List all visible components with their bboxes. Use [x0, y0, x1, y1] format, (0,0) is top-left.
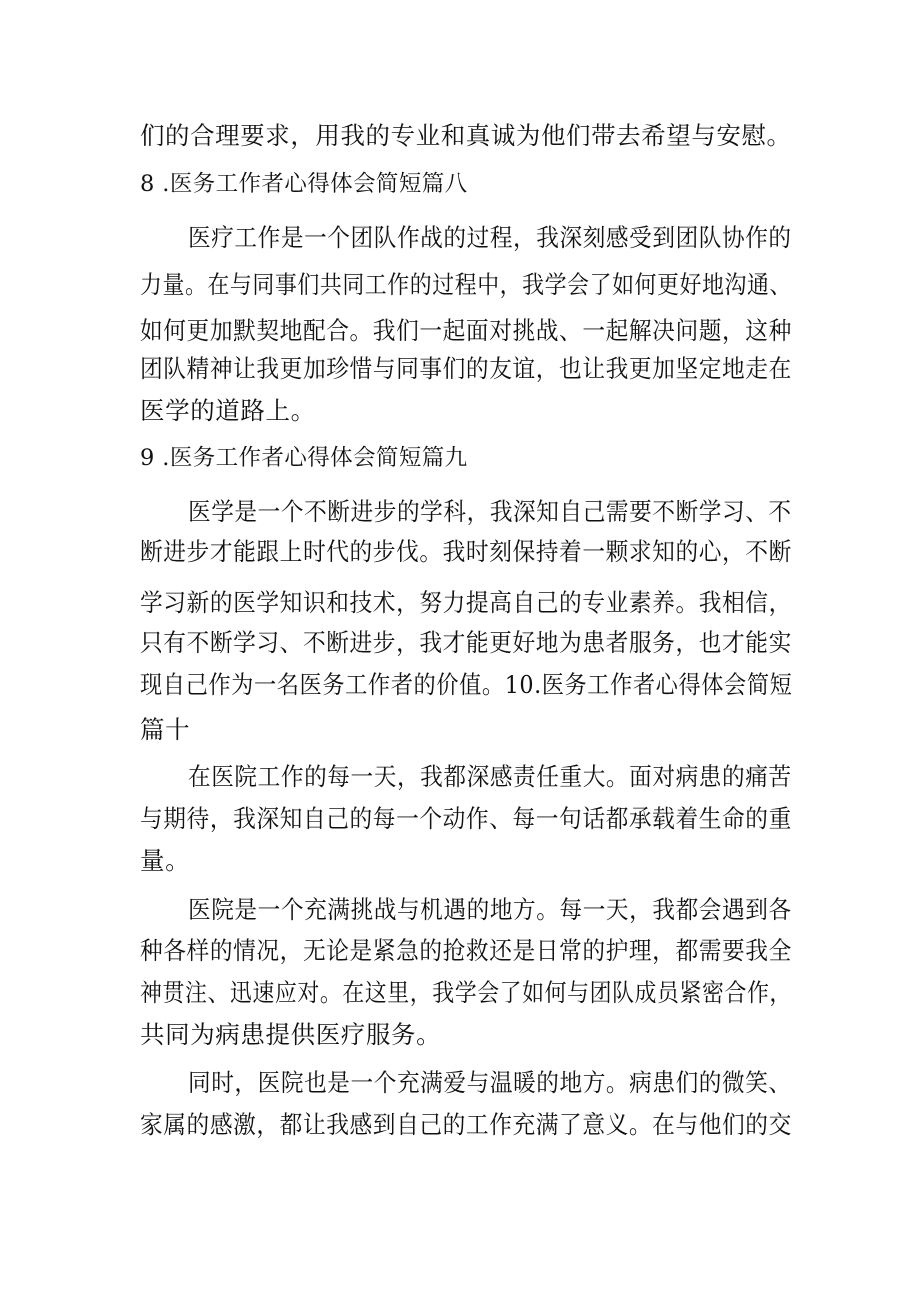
- paragraph-line: 篇十: [140, 715, 191, 744]
- paragraph-line: 断进步才能跟上时代的步伐。我时刻保持着一颗求知的心，不断: [140, 537, 792, 566]
- paragraph-line: 神贯注、迅速应对。在这里，我学会了如何与团队成员紧密合作，: [140, 978, 792, 1007]
- paragraph-line: 如何更加默契地配合。我们一起面对挑战、一起解决问题，这种: [140, 316, 792, 345]
- paragraph-line: 种各样的情况，无论是紧急的抢救还是日常的护理，都需要我全: [140, 936, 792, 965]
- paragraph-line: 力量。在与同事们共同工作的过程中，我学会了如何更好地沟通、: [140, 270, 792, 299]
- paragraph-line: 共同为病患提供医疗服务。: [140, 1020, 442, 1049]
- paragraph-line: 学习新的医学知识和技术，努力提高自己的专业素养。我相信，: [140, 588, 792, 617]
- paragraph-line: 现自己作为一名医务工作者的价值。10.医务工作者心得体会简短: [140, 670, 793, 699]
- paragraph-line: 医院是一个充满挑战与机遇的地方。每一天，我都会遇到各: [188, 895, 792, 924]
- paragraph-line: 医学是一个不断进步的学科，我深知自己需要不断学习、不: [188, 497, 792, 526]
- paragraph-line: 们的合理要求，用我的专业和真诚为他们带去希望与安慰。: [140, 121, 792, 150]
- paragraph-line: 同时，医院也是一个充满爱与温暖的地方。病患们的微笑、: [188, 1068, 792, 1097]
- paragraph-line: 团队精神让我更加珍惜与同事们的友谊，也让我更加坚定地走在: [140, 354, 792, 383]
- paragraph-line: 量。: [140, 846, 191, 875]
- paragraph-line: 医疗工作是一个团队作战的过程，我深刻感受到团队协作的: [188, 223, 792, 252]
- paragraph-line: 医学的道路上。: [140, 396, 316, 425]
- paragraph-line: 家属的感激，都让我感到自己的工作充满了意义。在与他们的交: [140, 1110, 792, 1139]
- section-heading-8: 8 .医务工作者心得体会简短篇八: [140, 171, 468, 197]
- paragraph-line: 只有不断学习、不断进步，我才能更好地为患者服务，也才能实: [140, 628, 792, 657]
- section-heading-9: 9 .医务工作者心得体会简短篇九: [140, 445, 468, 471]
- paragraph-line: 与期待，我深知自己的每一个动作、每一句话都承载着生命的重: [140, 804, 792, 833]
- paragraph-line: 在医院工作的每一天，我都深感责任重大。面对病患的痛苦: [188, 762, 792, 791]
